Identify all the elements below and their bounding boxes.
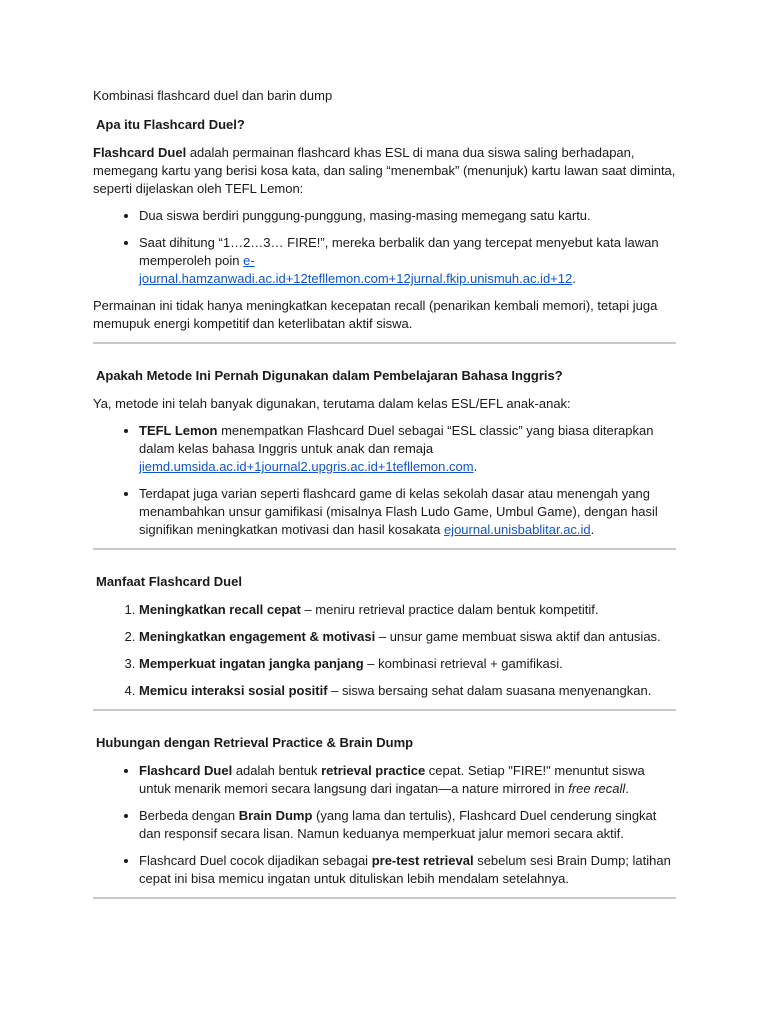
section-heading: Apa itu Flashcard Duel? <box>96 117 245 132</box>
section-retrieval-brain-dump <box>93 734 676 899</box>
source-link[interactable]: ejournal.unisbablitar.ac.id <box>443 522 591 537</box>
section-divider <box>93 342 676 344</box>
list-item: 4. Memicu interaksi sosial positif – siswa bersaing sehat dalam suasana menyenangkan. <box>139 682 676 700</box>
section-divider <box>93 709 676 711</box>
section-usage-in-english-learning <box>93 367 676 550</box>
list-item: • TEFL Lemon menempatkan Flashcard Duel sebagai “ESL classic” yang biasa diterapkan dalam kelas bahasa Inggris untuk anak dan remaja jiemd.umsida.ac.id+1journal2.upgris.ac.id+1tefllemon.com. <box>139 422 676 476</box>
intro-paragraph: Ya, metode ini telah banyak digunakan, terutama dalam kelas ESL/EFL anak-anak: <box>93 396 571 411</box>
numbered-list <box>93 601 676 700</box>
intro-paragraph: Flashcard Duel adalah permainan flashcard khas ESL di mana dua siswa saling berhadapan, memegang kartu yang berisi kosa kata, dan saling “menembak” (menunjuk) kartu lawan saat diminta, seperti dijelaskan oleh TEFL Lemon: <box>93 145 676 196</box>
section-heading: Hubungan dengan Retrieval Practice & Brain Dump <box>96 735 414 750</box>
list-item: • Flashcard Duel adalah bentuk retrieval practice cepat. Setiap "FIRE!" menuntut siswa untuk menarik memori secara langsung dari ingatan—a nature mirrored in free recall. <box>139 762 676 798</box>
list-item: • Berbeda dengan Brain Dump (yang lama dan tertulis), Flashcard Duel cenderung singkat dan responsif secara lisan. Namun keduanya memperkuat jalur memori secara aktif. <box>139 807 676 843</box>
list-item: • Saat dihitung “1…2…3… FIRE!”, mereka berbalik dan yang tercepat menyebut kata lawan memperoleh poin e-journal.hamzanwadi.ac.id+12tefllemon.com+12jurnal.fkip.unismuh.ac.id+12. <box>139 234 676 288</box>
bullet-list <box>93 422 676 539</box>
list-item: 2. Meningkatkan engagement & motivasi – unsur game membuat siswa aktif dan antusias. <box>139 628 676 646</box>
list-item: 1. Meningkatkan recall cepat – meniru retrieval practice dalam bentuk kompetitif. <box>139 601 676 619</box>
list-item: • Terdapat juga varian seperti flashcard game di kelas sekolah dasar atau menengah yang menambahkan unsur gamifikasi (misalnya Flash Ludo Game, Umbul Game), dengan hasil signifikan meningkatkan motivasi dan hasil kosakata ejournal.unisbablitar.ac.id. <box>139 485 676 539</box>
list-item: 3. Memperkuat ingatan jangka panjang – kombinasi retrieval + gamifikasi. <box>139 655 676 673</box>
document-body <box>93 87 676 922</box>
source-link[interactable]: jiemd.umsida.ac.id+1journal2.upgris.ac.id+1tefllemon.com <box>139 459 474 474</box>
list-item: • Flashcard Duel cocok dijadikan sebagai pre-test retrieval sebelum sesi Brain Dump; latihan cepat ini bisa memicu ingatan untuk dituliskan lebih mendalam setelahnya. <box>139 852 676 888</box>
section-benefits <box>93 573 676 711</box>
section-divider <box>93 548 676 550</box>
document-title: Kombinasi flashcard duel dan barin dump <box>93 88 333 103</box>
source-link[interactable]: e-journal.hamzanwadi.ac.id+12tefllemon.com+12jurnal.fkip.unismuh.ac.id+12 <box>139 253 573 286</box>
section-what-is-flashcard-duel <box>93 116 676 344</box>
section-heading: Manfaat Flashcard Duel <box>96 574 242 589</box>
list-item: • Dua siswa berdiri punggung-punggung, masing-masing memegang satu kartu. <box>139 207 676 225</box>
bullet-list <box>93 762 676 888</box>
closing-paragraph: Permainan ini tidak hanya meningkatkan kecepatan recall (penarikan kembali memori), tetapi juga memupuk energi kompetitif dan keterlibatan aktif siswa. <box>93 298 658 331</box>
section-heading: Apakah Metode Ini Pernah Digunakan dalam Pembelajaran Bahasa Inggris? <box>96 368 563 383</box>
section-divider <box>93 897 676 899</box>
bullet-list <box>93 207 676 288</box>
